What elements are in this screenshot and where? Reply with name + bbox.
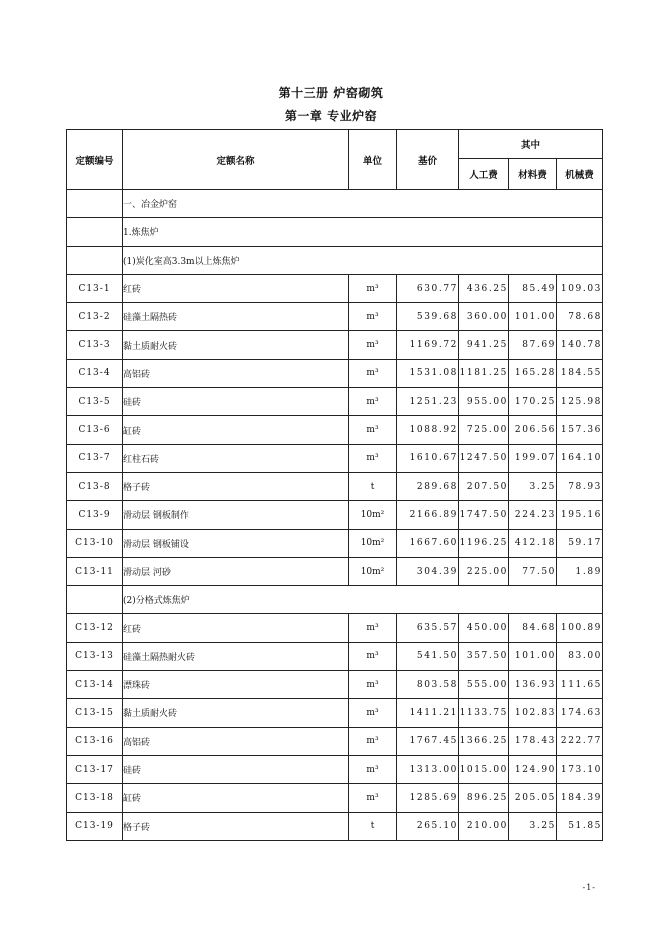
- table-row: [67, 699, 603, 727]
- header-material: 材料费: [509, 159, 557, 190]
- quota-code: C13-8: [67, 472, 123, 500]
- quota-name: 滑动层 河砂: [123, 557, 349, 585]
- material-cost: 165.28: [509, 359, 557, 387]
- quota-table: [66, 129, 603, 841]
- quota-code: C13-16: [67, 727, 123, 755]
- quota-name: 硅藻土隔热耐火砖: [123, 642, 349, 670]
- labor-cost: 210.00: [459, 812, 509, 840]
- quota-unit: m³: [349, 755, 397, 783]
- machine-cost: 83.00: [557, 642, 603, 670]
- labor-cost: 955.00: [459, 388, 509, 416]
- quota-code: C13-3: [67, 331, 123, 359]
- material-cost: 199.07: [509, 444, 557, 472]
- table-row: [67, 614, 603, 642]
- section-title: (1)炭化室高3.3m以上炼焦炉: [123, 246, 603, 274]
- page-number: -1-: [582, 883, 596, 892]
- base-price: 289.68: [397, 472, 459, 500]
- header-machine: 机械费: [557, 159, 603, 190]
- section-row: [67, 246, 603, 274]
- quota-name: 硅砖: [123, 388, 349, 416]
- material-cost: 136.93: [509, 671, 557, 699]
- machine-cost: 164.10: [557, 444, 603, 472]
- quota-code: C13-6: [67, 416, 123, 444]
- base-price: 1251.23: [397, 388, 459, 416]
- quota-code: C13-14: [67, 671, 123, 699]
- quota-unit: 10m²: [349, 501, 397, 529]
- section-title: 1.炼焦炉: [123, 218, 603, 246]
- quota-name: 黏土质耐火砖: [123, 699, 349, 727]
- labor-cost: 450.00: [459, 614, 509, 642]
- material-cost: 101.00: [509, 642, 557, 670]
- quota-name: 格子砖: [123, 812, 349, 840]
- section-code-cell: [67, 218, 123, 246]
- machine-cost: 174.63: [557, 699, 603, 727]
- quota-code: C13-12: [67, 614, 123, 642]
- chapter-title: 第一章 专业炉窑: [284, 109, 378, 123]
- quota-unit: m³: [349, 784, 397, 812]
- base-price: 1531.08: [397, 359, 459, 387]
- labor-cost: 1015.00: [459, 755, 509, 783]
- base-price: 1088.92: [397, 416, 459, 444]
- quota-name: 滑动层 钢板制作: [123, 501, 349, 529]
- quota-unit: t: [349, 812, 397, 840]
- machine-cost: 59.17: [557, 529, 603, 557]
- material-cost: 170.25: [509, 388, 557, 416]
- labor-cost: 1247.50: [459, 444, 509, 472]
- material-cost: 124.90: [509, 755, 557, 783]
- header-of-which: 其中: [459, 130, 603, 159]
- machine-cost: 109.03: [557, 274, 603, 302]
- machine-cost: 78.68: [557, 303, 603, 331]
- quota-code: C13-2: [67, 303, 123, 331]
- header-name: 定额名称: [123, 130, 349, 190]
- machine-cost: 184.39: [557, 784, 603, 812]
- machine-cost: 157.36: [557, 416, 603, 444]
- base-price: 1411.21: [397, 699, 459, 727]
- material-cost: 87.69: [509, 331, 557, 359]
- quota-code: C13-1: [67, 274, 123, 302]
- base-price: 1169.72: [397, 331, 459, 359]
- labor-cost: 1747.50: [459, 501, 509, 529]
- section-code-cell: [67, 586, 123, 614]
- table-row: [67, 529, 603, 557]
- material-cost: 85.49: [509, 274, 557, 302]
- quota-name: 高铝砖: [123, 359, 349, 387]
- base-price: 265.10: [397, 812, 459, 840]
- table-row: [67, 388, 603, 416]
- labor-cost: 941.25: [459, 331, 509, 359]
- quota-name: 滑动层 钢板铺设: [123, 529, 349, 557]
- section-code-cell: [67, 190, 123, 218]
- labor-cost: 436.25: [459, 274, 509, 302]
- section-row: [67, 218, 603, 246]
- base-price: 539.68: [397, 303, 459, 331]
- table-row: [67, 501, 603, 529]
- machine-cost: 100.89: [557, 614, 603, 642]
- quota-name: 格子砖: [123, 472, 349, 500]
- quota-code: C13-5: [67, 388, 123, 416]
- base-price: 2166.89: [397, 501, 459, 529]
- header-code: 定额编号: [67, 130, 123, 190]
- quota-name: 缸砖: [123, 416, 349, 444]
- labor-cost: 725.00: [459, 416, 509, 444]
- section-code-cell: [67, 246, 123, 274]
- quota-code: C13-15: [67, 699, 123, 727]
- quota-name: 黏土质耐火砖: [123, 331, 349, 359]
- base-price: 1767.45: [397, 727, 459, 755]
- table-row: [67, 274, 603, 302]
- quota-code: C13-11: [67, 557, 123, 585]
- material-cost: 224.23: [509, 501, 557, 529]
- labor-cost: 1196.25: [459, 529, 509, 557]
- base-price: 1667.60: [397, 529, 459, 557]
- machine-cost: 140.78: [557, 331, 603, 359]
- labor-cost: 896.25: [459, 784, 509, 812]
- machine-cost: 78.93: [557, 472, 603, 500]
- labor-cost: 1366.25: [459, 727, 509, 755]
- labor-cost: 555.00: [459, 671, 509, 699]
- base-price: 635.57: [397, 614, 459, 642]
- quota-name: 红砖: [123, 274, 349, 302]
- table-row: [67, 359, 603, 387]
- material-cost: 412.18: [509, 529, 557, 557]
- labor-cost: 360.00: [459, 303, 509, 331]
- table-row: [67, 727, 603, 755]
- material-cost: 84.68: [509, 614, 557, 642]
- quota-name: 硅藻土隔热砖: [123, 303, 349, 331]
- quota-unit: m³: [349, 699, 397, 727]
- material-cost: 3.25: [509, 472, 557, 500]
- quota-code: C13-10: [67, 529, 123, 557]
- base-price: 1610.67: [397, 444, 459, 472]
- table-row: [67, 444, 603, 472]
- quota-unit: m³: [349, 303, 397, 331]
- labor-cost: 1133.75: [459, 699, 509, 727]
- quota-name: 红柱石砖: [123, 444, 349, 472]
- quota-code: C13-7: [67, 444, 123, 472]
- section-title: (2)分格式炼焦炉: [123, 586, 603, 614]
- labor-cost: 1181.25: [459, 359, 509, 387]
- section-row: [67, 190, 603, 218]
- quota-name: 高铝砖: [123, 727, 349, 755]
- quota-name: 缸砖: [123, 784, 349, 812]
- quota-unit: 10m²: [349, 529, 397, 557]
- material-cost: 178.43: [509, 727, 557, 755]
- quota-name: 漂珠砖: [123, 671, 349, 699]
- quota-unit: m³: [349, 727, 397, 755]
- table-row: [67, 331, 603, 359]
- table-row: [67, 671, 603, 699]
- material-cost: 77.50: [509, 557, 557, 585]
- base-price: 630.77: [397, 274, 459, 302]
- base-price: 803.58: [397, 671, 459, 699]
- machine-cost: 125.98: [557, 388, 603, 416]
- base-price: 1313.00: [397, 755, 459, 783]
- quota-code: C13-18: [67, 784, 123, 812]
- header-unit: 单位: [349, 130, 397, 190]
- machine-cost: 1.89: [557, 557, 603, 585]
- machine-cost: 184.55: [557, 359, 603, 387]
- group1-body: [67, 274, 603, 585]
- machine-cost: 222.77: [557, 727, 603, 755]
- quota-code: C13-17: [67, 755, 123, 783]
- material-cost: 101.00: [509, 303, 557, 331]
- quota-unit: m³: [349, 388, 397, 416]
- quota-name: 硅砖: [123, 755, 349, 783]
- header-base-price: 基价: [397, 130, 459, 190]
- labor-cost: 207.50: [459, 472, 509, 500]
- quota-code: C13-19: [67, 812, 123, 840]
- quota-code: C13-13: [67, 642, 123, 670]
- material-cost: 102.83: [509, 699, 557, 727]
- machine-cost: 173.10: [557, 755, 603, 783]
- labor-cost: 357.50: [459, 642, 509, 670]
- quota-unit: t: [349, 472, 397, 500]
- group2-body: [67, 614, 603, 840]
- quota-unit: m³: [349, 331, 397, 359]
- quota-unit: m³: [349, 642, 397, 670]
- table-row: [67, 812, 603, 840]
- machine-cost: 195.16: [557, 501, 603, 529]
- quota-unit: m³: [349, 274, 397, 302]
- quota-unit: m³: [349, 444, 397, 472]
- section-title: 一、冶金炉窑: [123, 190, 603, 218]
- quota-unit: m³: [349, 671, 397, 699]
- base-price: 1285.69: [397, 784, 459, 812]
- machine-cost: 51.85: [557, 812, 603, 840]
- material-cost: 206.56: [509, 416, 557, 444]
- quota-unit: m³: [349, 614, 397, 642]
- table-row: [67, 472, 603, 500]
- quota-unit: m³: [349, 416, 397, 444]
- table-row: [67, 557, 603, 585]
- base-price: 541.50: [397, 642, 459, 670]
- table-row: [67, 303, 603, 331]
- material-cost: 3.25: [509, 812, 557, 840]
- table-row: [67, 755, 603, 783]
- table-row: [67, 642, 603, 670]
- quota-unit: 10m²: [349, 557, 397, 585]
- machine-cost: 111.65: [557, 671, 603, 699]
- book-title: 第十三册 炉窑砌筑: [278, 86, 384, 100]
- quota-unit: m³: [349, 359, 397, 387]
- quota-name: 红砖: [123, 614, 349, 642]
- header-labor: 人工费: [459, 159, 509, 190]
- quota-code: C13-9: [67, 501, 123, 529]
- section-row: [67, 586, 603, 614]
- base-price: 304.39: [397, 557, 459, 585]
- table-row: [67, 784, 603, 812]
- quota-code: C13-4: [67, 359, 123, 387]
- table-row: [67, 416, 603, 444]
- material-cost: 205.05: [509, 784, 557, 812]
- labor-cost: 225.00: [459, 557, 509, 585]
